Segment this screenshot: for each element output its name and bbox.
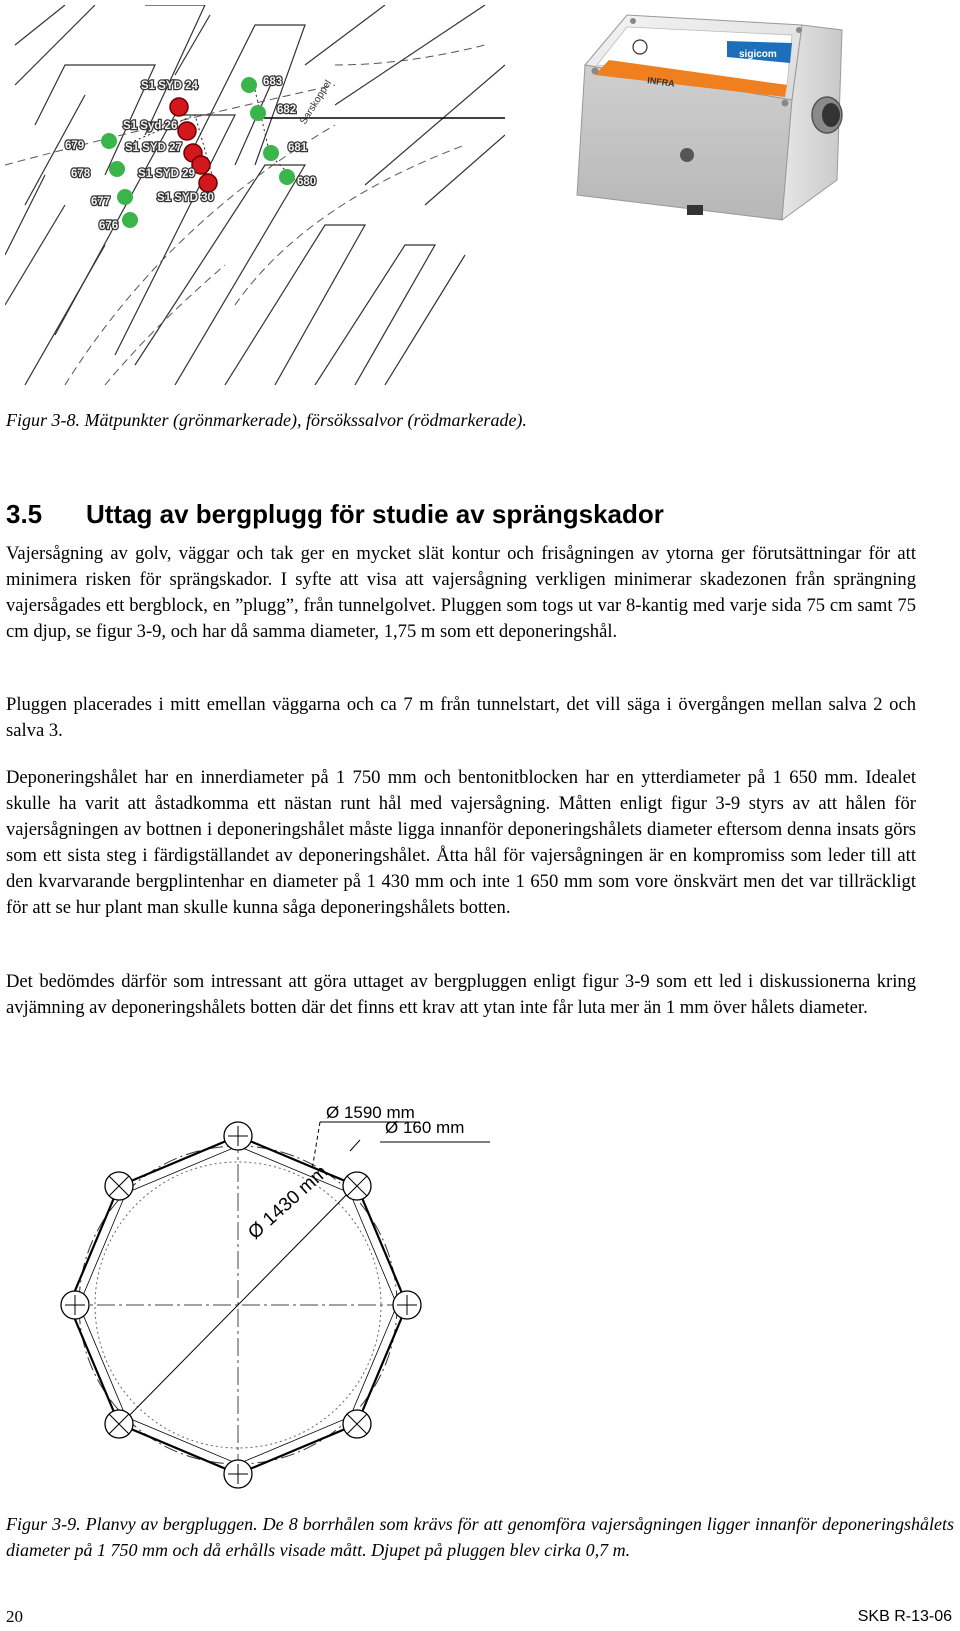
plan-view-diagram <box>60 1095 510 1505</box>
outer-dim-leader <box>310 1120 430 1180</box>
sensor-device-photo <box>517 5 924 241</box>
green-point <box>241 77 257 93</box>
dimension-label-outer-value: Ø 1590 mm <box>326 1103 415 1122</box>
figure-3-8-caption <box>6 407 946 433</box>
page-number: 20 <box>6 1607 23 1626</box>
map-label-green: 682 <box>277 104 297 116</box>
section-heading <box>6 499 664 530</box>
map-label-red: S1 SYD 27 <box>125 142 182 154</box>
red-point <box>178 122 196 140</box>
map-label-green: 678 <box>71 168 91 180</box>
body-paragraph: Det bedömdes därför som intressant att göra uttaget av bergpluggen enligt figur 3-9 som ett led i diskussionerna kring avjämning av deponeringshålets botten där det finns ett krav att ytan inte får luta mer än 1 mm över hålets diameter. <box>6 971 916 1018</box>
map-label-green: 680 <box>297 176 317 188</box>
dimension-label-inner: Ø 1430 mm <box>244 1161 333 1244</box>
map-label-red: S1 Syd 26 <box>123 120 178 132</box>
green-point <box>117 189 133 205</box>
site-map <box>5 5 505 385</box>
caption-text: Planvy av bergpluggen. De 8 borrhålen som krävs för att genomföra vajersågningen ligger innanför deponeringshålets diameter på 1 750 mm och då erhålls visade mått. Djupet på pluggen blev cirka 0,7 m. <box>6 1514 955 1560</box>
device-brand: sigicom <box>739 49 777 60</box>
section-number: 3.5 <box>6 499 43 529</box>
caption-text: Mätpunkter (grönmarkerade), försökssalvor (rödmarkerade). <box>84 410 527 430</box>
map-label-green: 677 <box>91 196 111 208</box>
device-model: INFRA <box>646 75 676 89</box>
hole-dim-leader <box>380 1140 490 1150</box>
caption-label: Figur 3-8. <box>6 410 80 430</box>
figure-3-8 <box>0 0 960 430</box>
map-label-green: 679 <box>65 140 85 152</box>
map-road-label: Sarskoppel <box>298 78 335 127</box>
green-point <box>101 133 117 149</box>
body-paragraph: Vajersågning av golv, väggar och tak ger en mycket slät kontur och frisågningen av ytorna ger förutsättningar för att minimera risken för sprängskador. I syfte att visa att vajersågning verkligen minimerar skadezonen från sprängning vajersågades ett bergblock, en ”plugg”, från tunnelgolvet. Pluggen som togs ut var 8-kantig med varje sida 75 cm samt 75 cm djup, se figur 3-9, och har då samma diameter, 1,75 m som ett deponeringshål. <box>6 543 916 642</box>
map-label-green: 683 <box>263 76 283 88</box>
map-label-green: 676 <box>99 220 119 232</box>
figure-3-9-caption <box>6 1511 954 1563</box>
red-point <box>170 98 188 116</box>
dimension-label-hole: Ø 160 mm <box>385 1118 465 1137</box>
section-title: Uttag av bergplugg för studie av sprängskador <box>86 499 664 529</box>
body-paragraph: Deponeringshålet har en innerdiameter på 1 750 mm och bentonitblocken har en ytterdiameter på 1 650 mm. Idealet skulle ha varit att åstadkomma ett nästan runt hål med vajersågning. Måtten enligt figur 3-9 styrs av att hålen för vajersågningen av bottnen i deponeringshålet måste ligga innanför deponeringshålets diameter eftersom denna insats görs som ett sista steg i färdigställandet av deponeringshålet. Åtta hål för vajersågningen är en kompromiss som leder till att den kvarvarande bergplintenhar en diameter på 1 430 mm och inte 1 650 mm som vore önskvärt men det var tillräckligt för att se hur plant man skulle kunna såga deponeringshålets botten. <box>6 767 916 918</box>
map-label-green: 681 <box>288 142 308 154</box>
green-point <box>250 105 266 121</box>
map-label-red: S1 SYD 24 <box>141 80 198 92</box>
body-paragraph: Pluggen placerades i mitt emellan väggarna och ca 7 m från tunnelstart, det vill säga i övergången mellan salva 2 och salva 3. <box>6 694 916 741</box>
green-point <box>263 145 279 161</box>
green-point <box>279 169 295 185</box>
map-label-red: S1 SYD 30 <box>157 192 214 204</box>
caption-label: Figur 3-9. <box>6 1514 81 1534</box>
green-point <box>122 212 138 228</box>
red-point <box>199 174 217 192</box>
report-id: SKB R-13-06 <box>857 1608 952 1625</box>
map-label-red: S1 SYD 29 <box>138 168 195 180</box>
green-point <box>109 161 125 177</box>
